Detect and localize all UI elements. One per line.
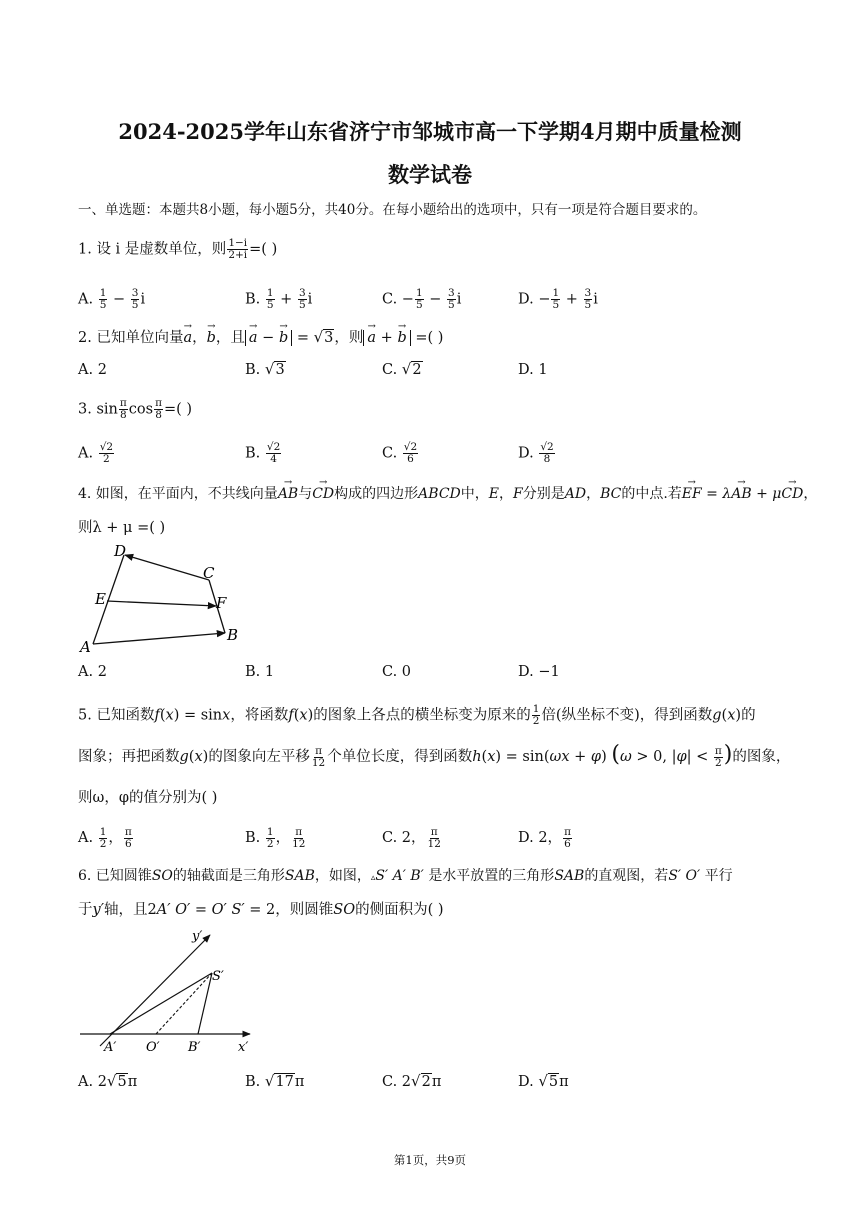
q4-option-d[interactable]: D. −1: [518, 664, 560, 680]
section-heading: 一、单选题：本题共8小题，每小题5分，共40分。在每小题给出的选项中，只有一项是符合题目要求的。: [78, 202, 707, 218]
question-4-line-2: 则λ + μ =( ): [78, 520, 166, 536]
q6-option-c[interactable]: C. 2√2π: [382, 1072, 442, 1090]
q6-option-d[interactable]: D. √5π: [518, 1072, 569, 1090]
q2-option-d[interactable]: D. 1: [518, 362, 548, 378]
q5-option-b[interactable]: B. $\frac{1}{2}$ ， $\frac{\pi}{12}$: [245, 825, 306, 850]
label-a: A: [80, 638, 91, 656]
label-f: F: [216, 594, 227, 612]
q4-option-c[interactable]: C. 0: [382, 664, 412, 680]
q5-option-d[interactable]: D. 2， $\frac{\pi}{6}$: [518, 825, 571, 850]
question-1: 1. 设 i 是虚数单位，则 $\frac{1-i}{2+i}$ =( ): [78, 237, 278, 261]
q1-option-b[interactable]: B. $\frac{1}{5}$ + $\frac{3}{5}$ i: [245, 287, 313, 311]
question-6-line-1: 6. 已知圆锥SO的轴截面是三角形SAB，如图，▵S′ A′ B′ 是水平放置的三角形SAB的直观图，若S′ O′ 平行: [78, 868, 733, 884]
q6-option-b[interactable]: B. √17π: [245, 1072, 305, 1090]
page-subtitle: 数学试卷: [388, 162, 472, 187]
label-c: C: [203, 564, 215, 582]
quadrilateral-figure: [76, 540, 246, 658]
question-5-line-3: 则ω，φ的值分别为( ): [78, 790, 218, 806]
label-b: B: [227, 626, 239, 644]
vector-ab: [93, 633, 225, 644]
segment-os: [156, 973, 212, 1034]
q2-option-b[interactable]: B. √3: [245, 360, 285, 378]
question-6-line-2: 于y′轴，且2A′ O′ = O′ S′ = 2，则圆锥SO的侧面积为( ): [78, 902, 444, 918]
segment-as: [110, 973, 212, 1034]
q4-option-b[interactable]: B. 1: [245, 664, 275, 680]
q3-option-c[interactable]: C. $\frac{√2}{6}$: [382, 441, 418, 465]
q2-option-a[interactable]: A. 2: [78, 362, 107, 378]
y-axis: [100, 935, 210, 1046]
q5-option-a[interactable]: A. $\frac{1}{2}$ ， $\frac{\pi}{6}$: [78, 825, 132, 850]
segment-bs: [198, 973, 212, 1034]
label-y: y′: [192, 930, 203, 944]
label-e: E: [95, 590, 106, 608]
label-o: O′: [146, 1040, 160, 1055]
q3-option-d[interactable]: D. $\frac{√2}{8}$: [518, 441, 554, 465]
page-footer: 第1页，共9页: [393, 1153, 467, 1167]
vector-cd: [125, 555, 209, 580]
page-title: 2024-2025学年山东省济宁市邹城市高一下学期4月期中质量检测: [118, 119, 742, 144]
q3-option-b[interactable]: B. $\frac{√2}{4}$: [245, 441, 281, 465]
label-d: D: [114, 542, 127, 560]
q1-option-c[interactable]: C. − $\frac{1}{5}$ − $\frac{3}{5}$ i: [382, 287, 462, 311]
q4-option-a[interactable]: A. 2: [78, 664, 107, 680]
label-a: A′: [104, 1040, 117, 1055]
oblique-triangle-figure: [76, 930, 266, 1058]
vector-ef: [107, 601, 216, 606]
question-5-line-2: 图象；再把函数g(x)的图象向左平移 $\frac{\pi}{12}$ 个单位长度，得到函数h(x) = sin(ωx + φ) (ω > 0, |φ| < $\frac{\pi}{2}$ )的图象，: [78, 742, 791, 769]
q6-option-a[interactable]: A. 2√5π: [78, 1072, 138, 1090]
q3-option-a[interactable]: A. $\frac{√2}{2}$: [78, 441, 114, 465]
question-5-line-1: 5. 已知函数f(x) = sinx，将函数f(x)的图象上各点的横坐标变为原来的 $\frac{1}{2}$ 倍(纵坐标不变)，得到函数g(x)的: [78, 703, 756, 727]
label-b: B′: [188, 1040, 201, 1055]
question-4-line-1: 4. 如图，在平面内，不共线向量→ AB与→ CD构成的四边形ABCD中，E，F分别是AD，BC的中点.若→ EF = λ→ AB + μ→ CD，: [78, 484, 817, 504]
q1-option-a[interactable]: A. $\frac{1}{5}$ − $\frac{3}{5}$ i: [78, 287, 146, 311]
q1-option-d[interactable]: D. − $\frac{1}{5}$ + $\frac{3}{5}$ i: [518, 287, 598, 311]
label-s: S′: [212, 969, 224, 984]
question-3: 3. sin $\frac{\pi}{8}$ cos $\frac{\pi}{8}$ =( ): [78, 397, 193, 421]
label-x: x′: [238, 1040, 249, 1055]
q2-option-c[interactable]: C. √2: [382, 360, 422, 378]
question-2: 2. 已知单位向量→ a，→ b，且→ a − → b = √3，则→ a + → b =( ): [78, 327, 443, 348]
q5-option-c[interactable]: C. 2， $\frac{\pi}{12}$: [382, 825, 441, 850]
